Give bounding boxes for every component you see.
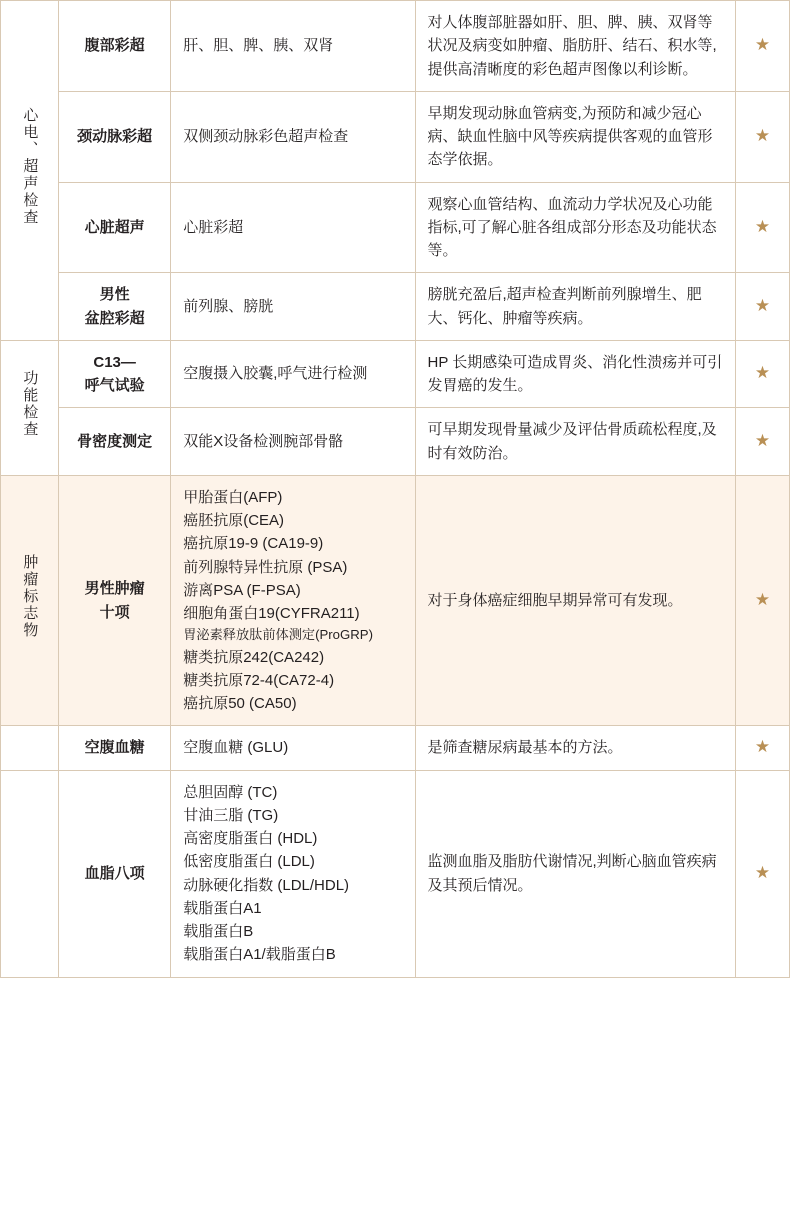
item-name: 颈动脉彩超 [59,91,171,182]
item-description: 膀胱充盈后,超声检查判断前列腺增生、肥大、钙化、肿瘤等疾病。 [415,273,735,341]
item-contents [171,91,415,182]
item-line: 低密度脂蛋白 (LDL) [183,853,315,871]
item-line: 高密度脂蛋白 (HDL) [183,830,318,848]
item-description: 对人体腹部脏器如肝、胆、脾、胰、双肾等状况及病变如肿瘤、脂肪肝、结石、积水等,提供高清晰度的彩色超声图像以利诊断。 [415,1,735,92]
star-icon: ★ [754,589,771,609]
table-row [1,408,790,476]
item-name-line: 男性肿瘤 [84,580,145,598]
group-cell-empty [1,726,59,770]
item-line: 双能X设备检测腕部骨骼 [183,432,344,450]
item-name: 空腹血糖 [59,726,171,770]
table-row [1,340,790,408]
item-line: 胃泌素释放肽前体测定(ProGRP) [183,627,373,643]
group-cell-cardiac-ultrasound [1,1,59,341]
item-contents [171,726,415,770]
star-cell [735,770,789,977]
table-row [1,91,790,182]
star-icon: ★ [754,430,771,450]
item-line: 空腹摄入胶囊,呼气进行检测 [183,365,368,383]
item-line: 双侧颈动脉彩色超声检查 [183,128,349,145]
item-description: 早期发现动脉血管病变,为预防和减少冠心病、缺血性脑中风等疾病提供客观的血管形态学依据。 [415,91,735,182]
item-name-line: 呼气试验 [84,377,145,394]
star-cell [735,475,789,726]
star-icon: ★ [754,863,771,883]
item-line: 癌胚抗原(CEA) [183,512,285,529]
item-name: 血脂八项 [59,770,171,977]
item-name-line: 十项 [99,603,130,621]
item-name [59,273,171,341]
group-label: 肿瘤标志物 [21,554,39,640]
group-cell-tumor-markers [1,475,59,726]
star-cell [735,408,789,476]
item-contents [171,340,415,408]
star-icon: ★ [754,737,771,757]
item-line: 前列腺特异性抗原 (PSA) [183,558,348,576]
item-line: 癌抗原19-9 (CA19-9) [183,535,324,553]
item-description: HP 长期感染可造成胃炎、消化性溃疡并可引发胃癌的发生。 [415,340,735,408]
star-icon: ★ [754,295,771,315]
group-label: 心电、超声检查 [21,107,39,227]
item-name-line: 盆腔彩超 [84,309,145,327]
item-line: 糖类抗原242(CA242) [183,648,325,666]
table-row [1,770,790,977]
table-row [1,273,790,341]
item-line: 癌抗原50 (CA50) [183,695,297,713]
group-cell-empty [1,770,59,977]
item-contents [171,770,415,977]
item-name: 腹部彩超 [59,1,171,92]
item-name-line: C13— [93,353,136,371]
item-contents [171,182,415,273]
item-name [59,475,171,726]
star-icon: ★ [754,216,771,236]
group-label: 功能检查 [21,370,39,439]
item-line: 心脏彩超 [183,218,244,236]
star-cell [735,182,789,273]
star-cell [735,1,789,92]
star-icon: ★ [754,126,771,145]
table-body [1,1,790,978]
star-cell [735,91,789,182]
star-cell [735,273,789,341]
item-name-line: 男性 [99,286,130,304]
table-row [1,726,790,770]
item-description: 监测血脂及脂肪代谢情况,判断心脑血管疾病及其预后情况。 [415,770,735,977]
item-description: 观察心血管结构、血流动力学状况及心功能指标,可了解心脏各组成部分形态及功能状态等。 [415,182,735,273]
table-row [1,1,790,92]
item-line: 载脂蛋白B [183,923,254,941]
star-icon: ★ [754,363,771,383]
group-cell-function-exam [1,340,59,475]
item-line: 空腹血糖 (GLU) [183,739,289,757]
item-contents [171,408,415,476]
item-line: 肝、胆、脾、胰、双肾 [183,37,334,55]
item-name: 骨密度测定 [59,408,171,476]
item-contents [171,273,415,341]
table-row [1,182,790,273]
star-cell [735,340,789,408]
item-name [59,340,171,408]
item-contents [171,475,415,726]
item-line: 细胞角蛋白19(CYFRA211) [183,605,360,622]
item-line: 前列腺、膀胱 [183,297,274,315]
item-line: 载脂蛋白A1/载脂蛋白B [183,946,336,964]
item-name: 心脏超声 [59,182,171,273]
star-icon: ★ [754,35,771,55]
item-description: 可早期发现骨量减少及评估骨质疏松程度,及时有效防治。 [415,408,735,476]
item-line: 游离PSA (F-PSA) [183,581,301,599]
star-cell [735,726,789,770]
item-line: 动脉硬化指数 (LDL/HDL) [183,876,350,894]
item-contents [171,1,415,92]
item-line: 甘油三脂 (TG) [183,806,279,824]
item-line: 糖类抗原72-4(CA72-4) [183,671,335,689]
item-description: 是筛查糖尿病最基本的方法。 [415,726,735,770]
item-line: 总胆固醇 (TC) [183,783,278,801]
item-line: 甲胎蛋白(AFP) [183,488,283,506]
table-row [1,475,790,726]
item-description: 对于身体癌症细胞早期异常可有发现。 [415,475,735,726]
item-line: 载脂蛋白A1 [183,899,262,917]
